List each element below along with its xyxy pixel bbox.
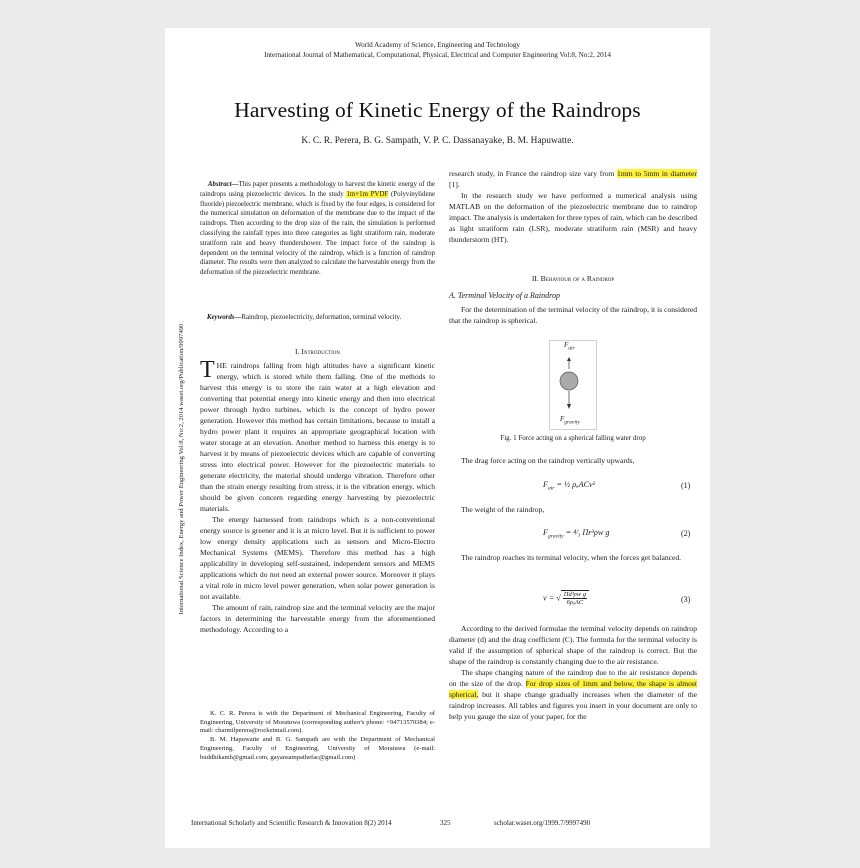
footer-journal: International Scholarly and Scientific Research & Innovation 8(2) 2014 (191, 819, 392, 827)
force-gravity-label: $F_{gravity}$ (560, 415, 580, 426)
reach-text: The raindrop reaches its terminal velocity, when the forces get balanced. (461, 553, 682, 562)
reach-paragraph (449, 552, 697, 563)
force-air-label: $F_{air}$ (564, 341, 575, 352)
drop-cap: T (200, 357, 215, 383)
intro-paragraph-3: The amount of rain, raindrop size and the terminal velocity are the major factors in determining the harvestable energy from the aforementioned methodology. According to a (200, 603, 435, 634)
equation-3: v = √ $\frac{\text{Πd³ρw g}}{\text{6ρₐAC}}$ (543, 590, 589, 606)
abstract-text-1: This paper presents a methodology to harvest the kinetic energy of the raindrops using piezoelectric devices. In the study (200, 181, 435, 198)
weight-text: The weight of the raindrop, (461, 505, 545, 514)
journal-header-line2: International Journal of Mathematical, Computational, Physical, Electrical and Computer Engineering Vol:8, No:2, 2014 (264, 51, 611, 59)
matlab-paragraph: In the research study we have performed a numerical analysis using MATLAB on the deformation of the piezoelectric membrane due to raindrop impact. The analysis is undertaken for three types of rain, which can be described as light stratiform rain (LSR), moderate stratiform rain (MSR) and heavy thunderstorm (HT). (449, 191, 697, 244)
keywords-label: Keywords (206, 314, 235, 321)
weight-paragraph (449, 504, 697, 515)
derived-paragraph: According to the derived formulae the terminal velocity depends on raindrop diameter (d) and the drag coefficient (C). The formula for the terminal velocity is valid if the assumption of spherical shape of the raindrop is correct. But the shape of the raindrop is constantly changing due to the air resistance. (449, 624, 697, 666)
drag-text: The drag force acting on the raindrop vertically upwards, (461, 456, 635, 465)
equation-2-number: (2) (681, 529, 691, 538)
section-heading-behaviour: II. Behaviour of a Raindrop (531, 274, 615, 283)
figure-1-caption: Fig. 1 Force acting on a spherical falling water drop (500, 434, 646, 442)
citation: [1]. (449, 180, 460, 189)
journal-header-line1: World Academy of Science, Engineering and Technology (354, 41, 521, 49)
footer-url: scholar.waset.org/1999.7/9997490 (494, 819, 591, 827)
equation-2: $F_{gravity}$ = ⁴⁄₃ Πr³ρw g (543, 528, 610, 540)
subsection-terminal-velocity: A. Terminal Velocity of a Raindrop (449, 291, 560, 300)
keywords: Keywords—Raindrop, piezoelectricity, deformation, terminal velocity. (206, 314, 402, 321)
intro-paragraph-1: HE raindrops falling from high altitudes have a significant kinetic energy, which is stored while them falling. One of the methods to harvest this energy is to store the rain water at a high elevation and converting that potential energy into kinetic energy and then into electrical power through hydro turbines, which is the concept of hydro power generation. However this method has certain limitations, because to install a hydro power plant it requires an appropriate geographical location with water storage at an elevation. Another method to harness this energy is to harvest it by means of piezoelectric devices which are capable of converting stress into electrical power. However for the piezoelectric materials to generate electricity, the material should undergo vibration. Therefore other than the strain energy resulting from stress, it is the vibration energy, which should be given concern regarding energy harvesting by piezoelectric materials. (200, 361, 435, 513)
keywords-text: Raindrop, piezoelectricity, deformation, terminal velocity. (241, 314, 402, 321)
equation-3-number: (3) (681, 595, 691, 604)
right-column-bottom (449, 623, 697, 722)
equation-1-number: (1) (681, 481, 691, 490)
shape-highlight: For drop sizes of 1mm and below, the shape is almost spherical, (449, 679, 697, 699)
equation-1: $F_{air}$ = ½ ρₐACv² (543, 480, 596, 492)
figure-1 (549, 340, 597, 430)
footnote-2: B. M. Hapuwatte and B. G. Sampath are with the Department of Mechanical Engineering, Faculty of Engineering, University of Moratuwa (e-mail: buddhikamh@gmail.com, gayansampathefac@gmail.com) (200, 736, 435, 761)
paper-page (165, 28, 710, 848)
side-index-text: International Science Index, Energy and Power Engineering Vol:8, No:2, 2014 waset.org/Publication/9997490 (178, 323, 185, 615)
right-column-top (449, 168, 697, 245)
footnote-1: K. C. R. Perera is with the Department of Mechanical Engineering, Faculty of Engineering, University of Moratuwa (corresponding author's phone: +94713570384; e-mail: charmilperera@rocketmail.com). (200, 710, 435, 735)
abstract: Abstract—This paper presents a methodology to harvest the kinetic energy of the raindrops using piezoelectric devices. In the study 1m×1m PVDF (Polyvinylidene fluoride) piezoelectric membrane, which is fixed by the four edges, is considered for the numerical simulation on deformation of the membrane due to the impact of the raindrops. Then according to the drop size of the rain, the simulation is performed classifying the rainfall types into three categories as light stratiform rain, moderate stratiform rain and heavy thundershower. The impact force of the raindrop is dependent on the terminal velocity of the raindrop, which is a function of raindrop diameter. The results were then analyzed to calculate the harvestable energy from the deformation of the piezoelectric membrane. (200, 181, 436, 277)
size-highlight: 1mm to 5mm in diameter (617, 169, 697, 178)
paper-authors: K. C. R. Perera, B. G. Sampath, V. P. C. Dassanayake, B. M. Hapuwatte. (301, 136, 574, 146)
drag-paragraph (449, 455, 697, 466)
abstract-label: Abstract (207, 181, 232, 188)
intro-paragraph-2: The energy harnessed from raindrops which is a non-conventional energy source is greener and it is at micro level. But it is sufficient to power low energy density applications such as sensors and Micro-Electro Mechanical Systems (MEMS). Therefore this method has a high applicability in developing self-sustained, independent sensors and MEMS applications which do not need an external power source. Moreover it plays a vital role in micro level power generation, when solar power generation is not available. (200, 515, 435, 601)
section-heading-introduction: I. Introduction (295, 347, 340, 356)
shape-text-2: but it shape change gradually increases when the diameter of the raindrop increases. All tables and figures you insert in your document are only to help you gauge the size of your paper, for the (449, 690, 697, 721)
continued-text: research study, in France the raindrop size vary from (449, 169, 615, 178)
footnotes (200, 710, 435, 762)
terminal-paragraph (449, 304, 697, 326)
introduction-body (200, 357, 435, 635)
abstract-highlight: 1m×1m PVDF (346, 190, 389, 198)
paper-title: Harvesting of Kinetic Energy of the Raindrops (234, 98, 641, 122)
terminal-text: For the determination of the terminal velocity of the raindrop, it is considered that the raindrop is spherical. (449, 305, 697, 325)
abstract-text-2: (Polyvinylidene fluoride) piezoelectric membrane, which is fixed by the four edges, is considered for the numerical simulation on deformation of the membrane due to the impact of the raindrops. Then according to the drop size of the rain, the simulation is performed classifying the rainfall types into three categories as light stratiform rain, moderate stratiform rain and heavy thundershower. The impact force of the raindrop is dependent on the terminal velocity of the raindrop, which is a function of raindrop diameter. The results were then analyzed to calculate the harvestable energy from the deformation of the piezoelectric membrane. (200, 190, 436, 277)
shape-text-1: The shape changing nature of the raindrop due to the air resistance depends on the size of the drop. (449, 668, 697, 688)
footer-page-number: 325 (440, 819, 451, 827)
